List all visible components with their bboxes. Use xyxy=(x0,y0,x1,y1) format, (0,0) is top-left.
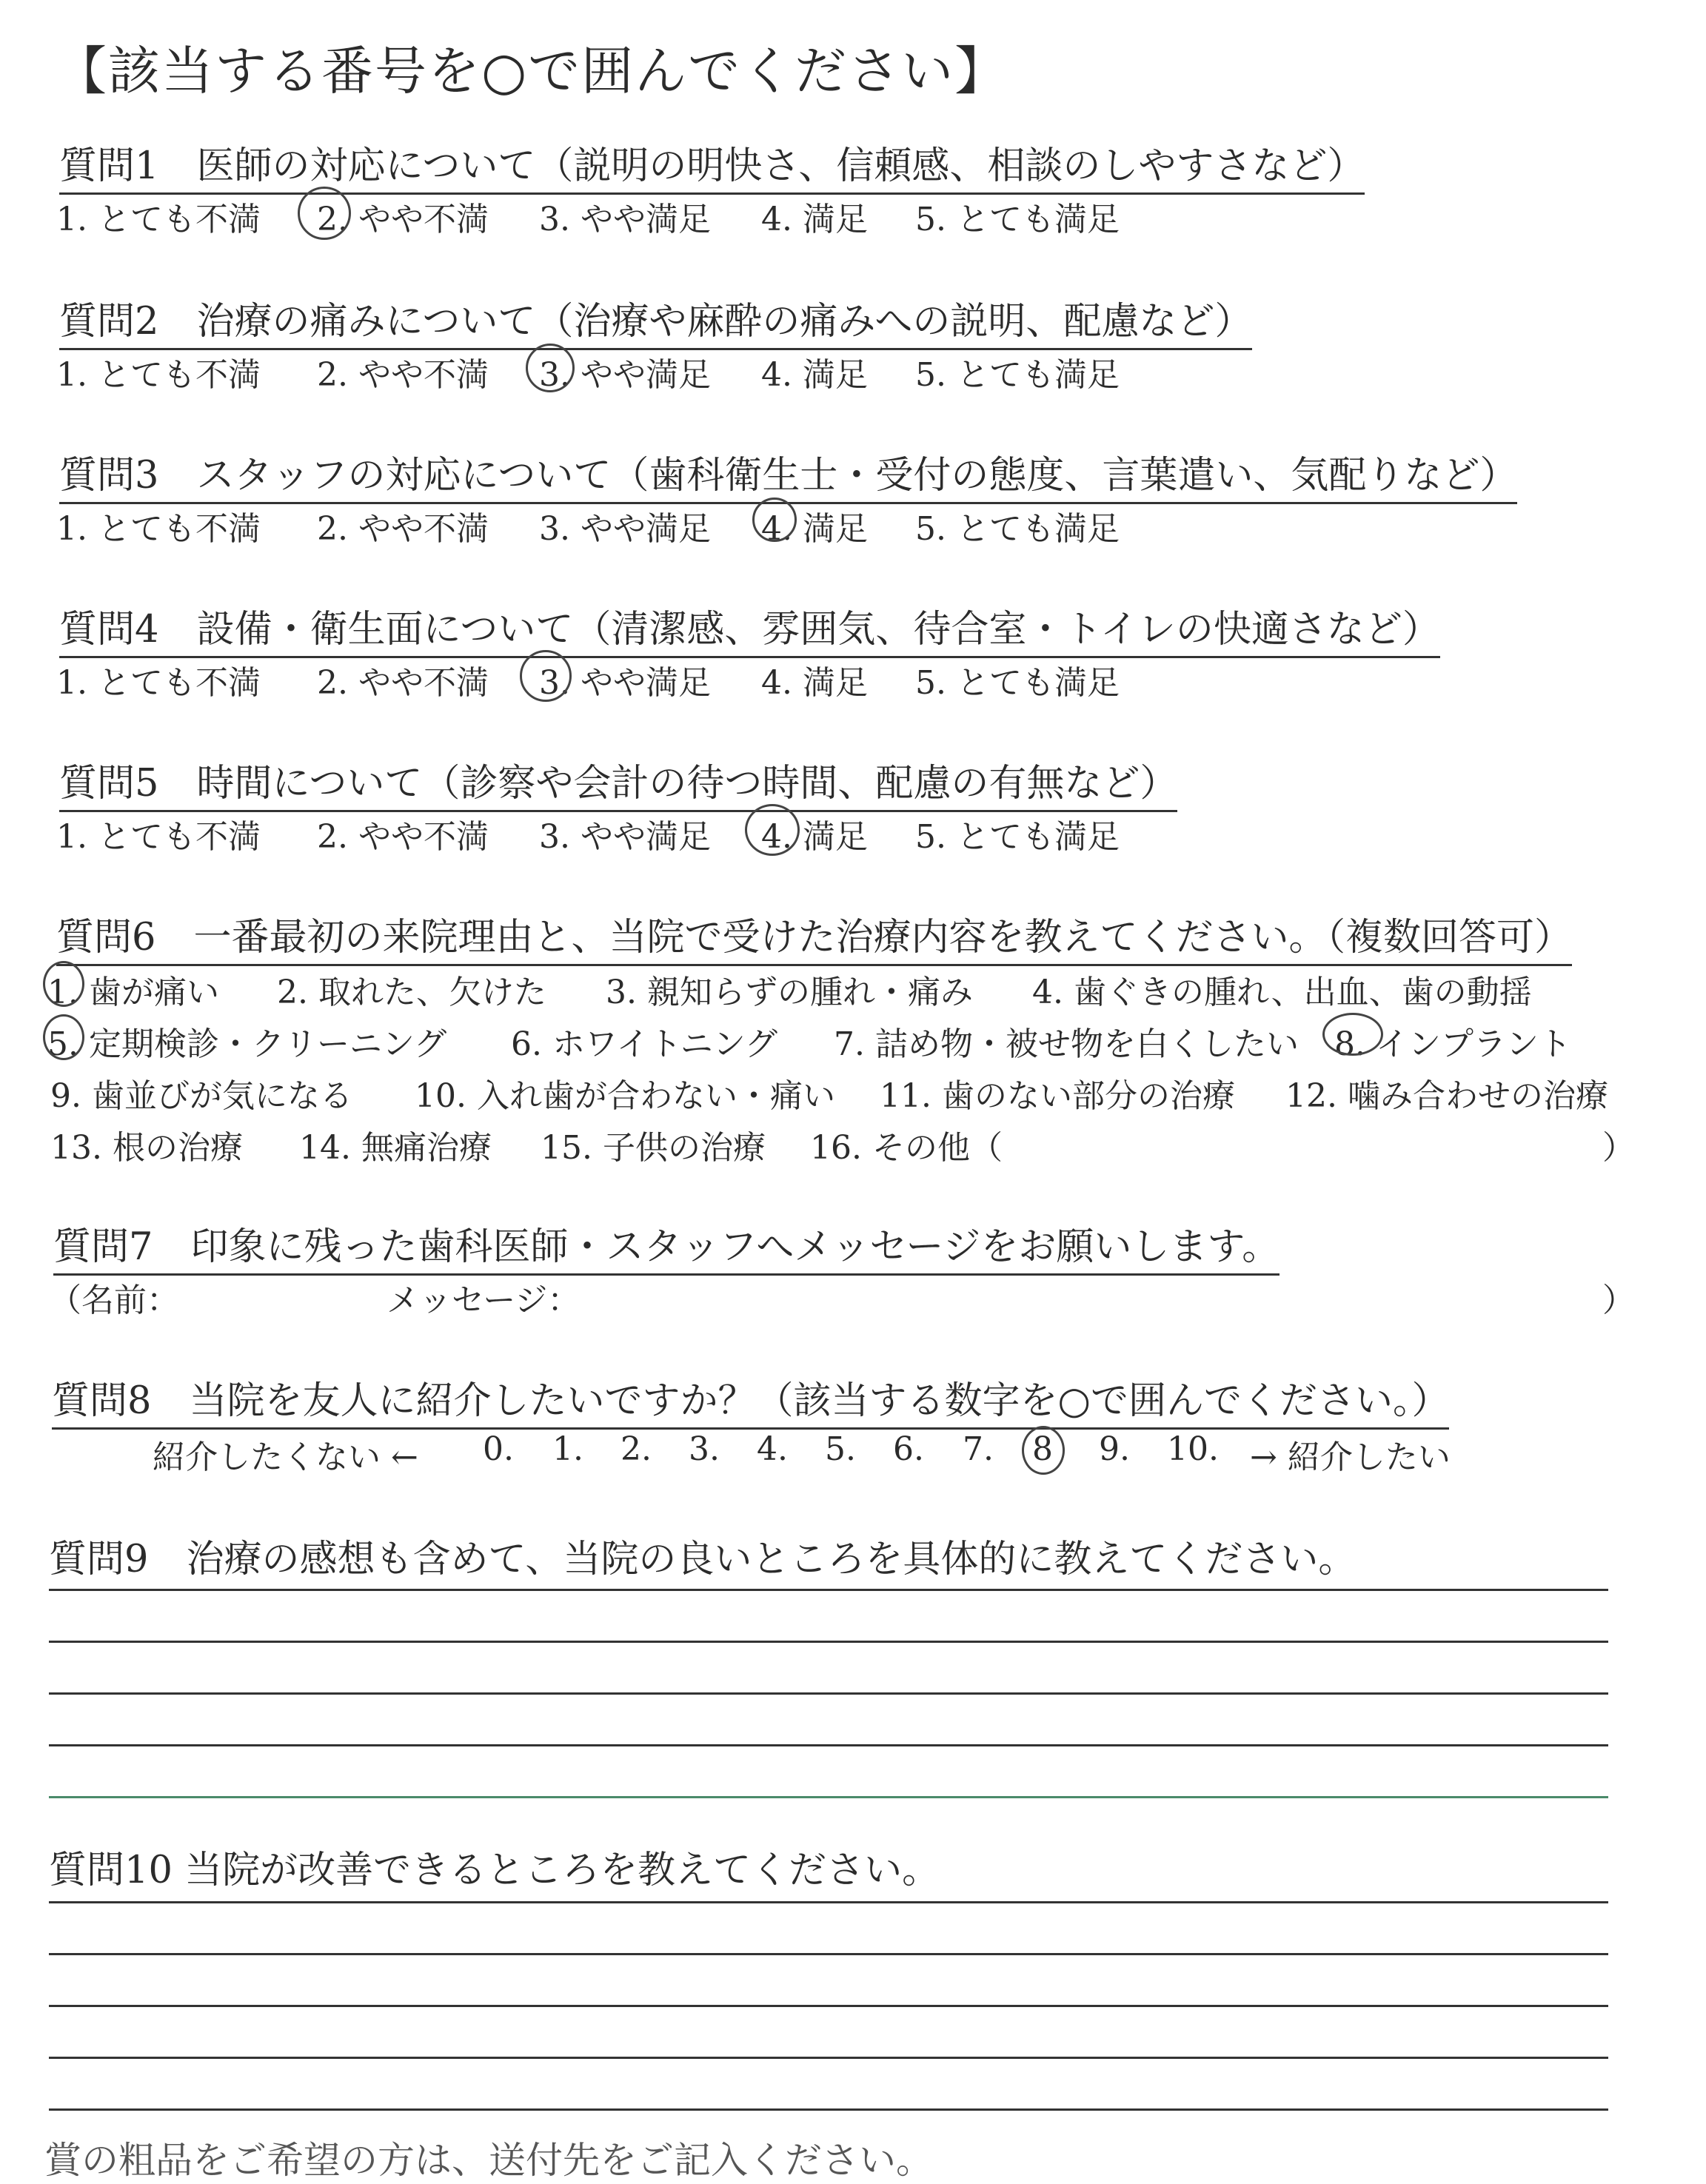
question-4: 質問4 設備・衛生面について（清潔感、雰囲気、待合室・トイレの快適さなど） xyxy=(59,598,1440,658)
page-title: 【該当する番号を○で囲んでください】 xyxy=(55,41,1008,101)
q5-options xyxy=(56,810,1167,854)
answer-line xyxy=(49,1796,1608,1798)
q3-option-3[interactable]: 3. やや満足 xyxy=(539,510,711,548)
q1-option-2[interactable]: 2. やや不満 xyxy=(317,201,489,238)
q1-option-4[interactable]: 4. 満足 xyxy=(761,201,868,238)
answer-line xyxy=(49,1744,1608,1746)
q4-option-5[interactable]: 5. とても満足 xyxy=(915,664,1120,702)
q2-option-3[interactable]: 3. やや満足 xyxy=(539,356,711,394)
answer-line xyxy=(49,1953,1608,1955)
q8-number-8[interactable]: 8 xyxy=(1032,1430,1053,1468)
q2-options xyxy=(56,348,1167,392)
answer-line xyxy=(49,1901,1608,1903)
q6-option-5[interactable]: 5. 定期検診・クリーニング xyxy=(47,1025,447,1063)
q3-option-2[interactable]: 2. やや不満 xyxy=(317,510,489,548)
question-2: 質問2 治療の痛みについて（治療や麻酔の痛みへの説明、配慮など） xyxy=(59,290,1252,350)
q8-number-4[interactable]: 4. xyxy=(757,1430,788,1468)
question-5: 質問5 時間について（診察や会計の待つ時間、配慮の有無など） xyxy=(59,752,1177,812)
q8-high-label: → 紹介したい xyxy=(1250,1438,1451,1476)
q1-options xyxy=(56,192,1167,237)
q4-option-1[interactable]: 1. とても不満 xyxy=(56,664,261,702)
q7-message-row xyxy=(49,1273,1635,1319)
q4-option-4[interactable]: 4. 満足 xyxy=(761,664,868,702)
question-6: 質問6 一番最初の来院理由と、当院で受けた治療内容を教えてください。（複数回答可） xyxy=(56,906,1572,966)
q6-option-8[interactable]: 8. インプラント xyxy=(1334,1025,1571,1063)
q6-option-3[interactable]: 3. 親知らずの腫れ・痛み xyxy=(606,974,973,1011)
q3-option-1[interactable]: 1. とても不満 xyxy=(56,510,261,548)
q6-option-14[interactable]: 14. 無痛治療 xyxy=(299,1129,492,1167)
footer-cut-text: 賞の粗品をご希望の方は、送付先をご記入ください。 xyxy=(44,2139,933,2182)
q4-options xyxy=(56,656,1167,700)
q4-option-2[interactable]: 2. やや不満 xyxy=(317,664,489,702)
q2-option-1[interactable]: 1. とても不満 xyxy=(56,356,261,394)
q8-number-1[interactable]: 1. xyxy=(552,1430,583,1468)
answer-line xyxy=(49,2108,1608,2111)
q7-message-label: メッセージ： xyxy=(387,1282,581,1319)
q8-number-7[interactable]: 7. xyxy=(963,1430,994,1468)
q8-number-0[interactable]: 0. xyxy=(483,1430,514,1468)
q8-number-3[interactable]: 3. xyxy=(689,1430,720,1468)
question-1: 質問1 医師の対応について（説明の明快さ、信頼感、相談のしやすさなど） xyxy=(59,135,1365,195)
q2-option-5[interactable]: 5. とても満足 xyxy=(915,356,1120,394)
q6-option-7[interactable]: 7. 詰め物・被せ物を白くしたい xyxy=(834,1025,1299,1063)
q8-number-10[interactable]: 10. xyxy=(1167,1430,1219,1468)
q3-options xyxy=(56,502,1167,546)
answer-line xyxy=(49,1692,1608,1695)
q6-option-11[interactable]: 11. 歯のない部分の治療 xyxy=(880,1077,1235,1115)
q3-option-5[interactable]: 5. とても満足 xyxy=(915,510,1120,548)
q8-number-5[interactable]: 5. xyxy=(825,1430,856,1468)
question-10: 質問10 当院が改善できるところを教えてください。 xyxy=(49,1849,940,1892)
q4-option-3[interactable]: 3. やや満足 xyxy=(539,664,711,702)
question-7: 質問7 印象に残った歯科医師・スタッフへメッセージをお願いします。 xyxy=(53,1216,1280,1276)
answer-line xyxy=(49,1589,1608,1591)
q3-option-4[interactable]: 4. 満足 xyxy=(761,510,868,548)
q6-options xyxy=(47,965,1635,1180)
q7-close-paren: ） xyxy=(1602,1282,1635,1319)
q6-option-4[interactable]: 4. 歯ぐきの腫れ、出血、歯の動揺 xyxy=(1032,974,1532,1011)
q6-option-10[interactable]: 10. 入れ歯が合わない・痛い xyxy=(415,1077,835,1115)
q5-option-3[interactable]: 3. やや満足 xyxy=(539,818,711,856)
q1-option-5[interactable]: 5. とても満足 xyxy=(915,201,1120,238)
q8-low-label: 紹介したくない ← xyxy=(153,1438,418,1476)
q5-option-1[interactable]: 1. とても不満 xyxy=(56,818,261,856)
answer-line xyxy=(49,2005,1608,2007)
question-8: 質問8 当院を友人に紹介したいですか？（該当する数字を○で囲んでください。） xyxy=(52,1370,1449,1430)
q1-option-1[interactable]: 1. とても不満 xyxy=(56,201,261,238)
q6-other-close-paren: ） xyxy=(1602,1129,1635,1167)
q5-option-5[interactable]: 5. とても満足 xyxy=(915,818,1120,856)
q6-option-1[interactable]: 1. 歯が痛い xyxy=(47,974,219,1011)
question-9: 質問9 治療の感想も含めて、当院の良いところを具体的に教えてください。 xyxy=(49,1538,1357,1581)
q1-option-3[interactable]: 3. やや満足 xyxy=(539,201,711,238)
answer-line xyxy=(49,2057,1608,2059)
q6-option-9[interactable]: 9. 歯並びが気になる xyxy=(50,1077,352,1115)
question-3: 質問3 スタッフの対応について（歯科衛生士・受付の態度、言葉遣い、気配りなど） xyxy=(59,444,1517,504)
q6-option-2[interactable]: 2. 取れた、欠けた xyxy=(277,974,546,1011)
q8-number-9[interactable]: 9. xyxy=(1099,1430,1130,1468)
q8-number-6[interactable]: 6. xyxy=(893,1430,924,1468)
q2-option-2[interactable]: 2. やや不満 xyxy=(317,356,489,394)
answer-line xyxy=(49,1641,1608,1643)
q6-option-15[interactable]: 15. 子供の治療 xyxy=(541,1129,766,1167)
q2-option-4[interactable]: 4. 満足 xyxy=(761,356,868,394)
q5-option-4[interactable]: 4. 満足 xyxy=(761,818,868,856)
q5-option-2[interactable]: 2. やや不満 xyxy=(317,818,489,856)
q6-option-6[interactable]: 6. ホワイトニング xyxy=(511,1025,778,1063)
q7-name-label: （名前： xyxy=(49,1282,179,1319)
q6-option-12[interactable]: 12. 噛み合わせの治療 xyxy=(1285,1077,1608,1115)
q8-scale xyxy=(153,1430,1500,1475)
q6-option-13[interactable]: 13. 根の治療 xyxy=(50,1129,243,1167)
q8-number-2[interactable]: 2. xyxy=(620,1430,652,1468)
q6-option-16[interactable]: 16. その他（ xyxy=(810,1129,1003,1167)
